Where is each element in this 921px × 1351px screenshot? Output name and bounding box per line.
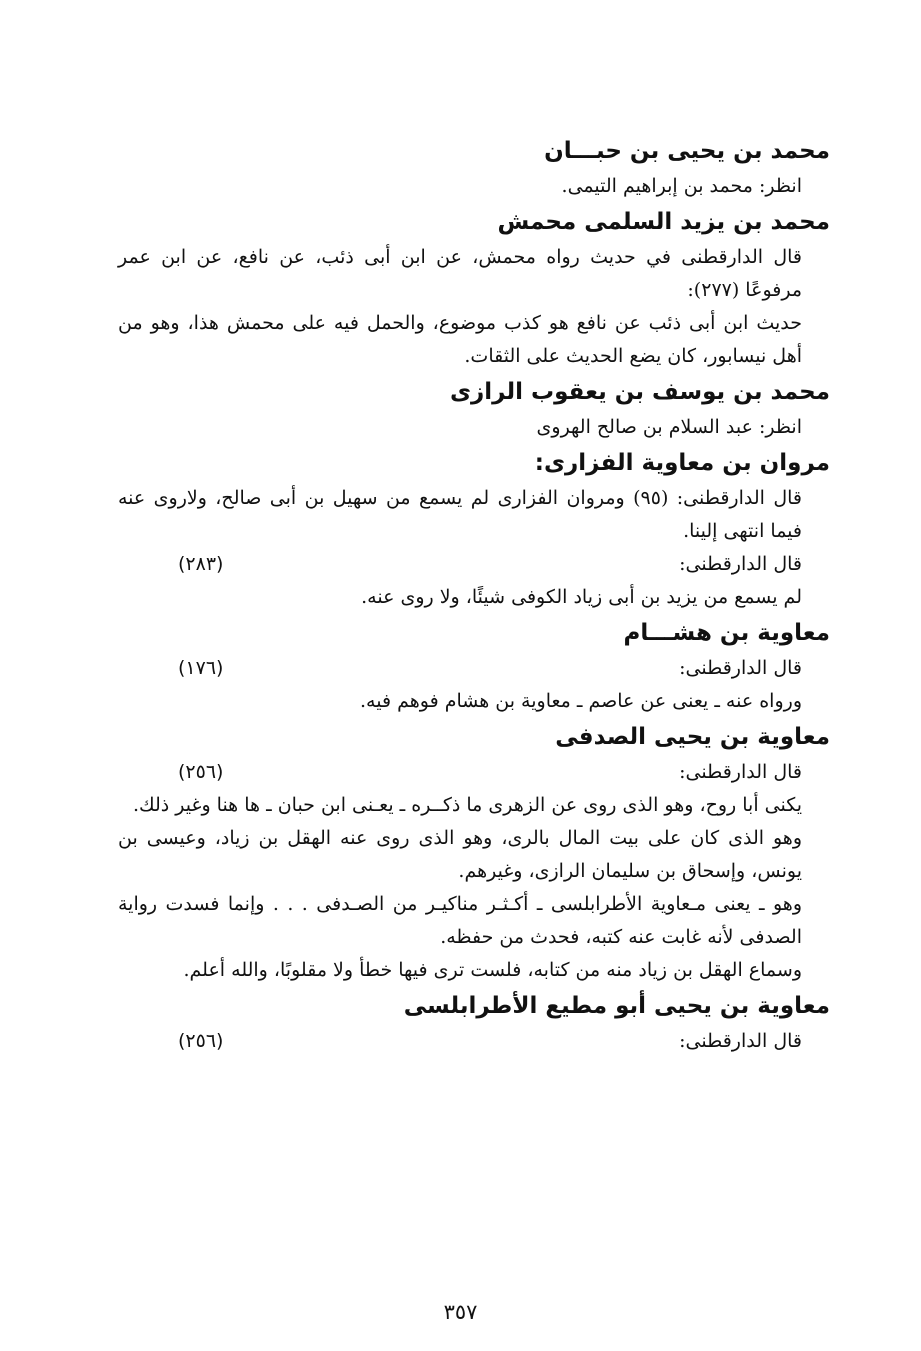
citation-row	[118, 756, 830, 789]
section-heading: معاوية بن يحيى أبو مطيع الأطرابلسى	[403, 993, 830, 1019]
section-heading: محمد بن يوسف بن يعقوب الرازى	[449, 379, 830, 405]
paragraph: قال الدارقطنى في حديث رواه محمش، عن ابن أبى ذئب، عن نافع، عن ابن عمر مرفوعًا (٢٧٧):	[118, 246, 802, 301]
citation-number: (١٧٦)	[178, 657, 224, 679]
citation-row	[118, 652, 830, 685]
paragraph: لم يسمع من يزيد بن أبى زياد الكوفى شيئًا، ولا روى عنه.	[361, 586, 802, 608]
paragraph: قال الدارقطنى: (٩٥) ومروان الفزارى لم يسمع من سهيل بن أبى صالح، ولاروى عنه فيما انتهى إلينا.	[118, 487, 802, 542]
citation-label: قال الدارقطنى:	[679, 553, 802, 575]
paragraph: انظر: محمد بن إبراهيم التيمى.	[561, 175, 802, 197]
paragraph: يكنى أبا روح، وهو الذى روى عن الزهرى ما ذكــره ـ يعـنى ابن حبان ـ ها هنا وغير ذلك.	[132, 794, 802, 816]
paragraph: وهو ـ يعنى مـعاوية الأطرابلسى ـ أكـثـر مناكيـر من الصـدفى . . . وإنما فسدت رواية الصدفى لأنه غابت عنه كتبه، فحدث من حفظه.	[118, 893, 802, 948]
citation-number: (٢٥٦)	[178, 1030, 224, 1052]
paragraph: وهو الذى كان على بيت المال بالرى، وهو الذى روى عنه الهقل بن زياد، وعيسى بن يونس، وإسحاق بن سليمان الرازى، وغيرهم.	[118, 827, 802, 882]
section-heading: محمد بن يحيى بن حبـــان	[544, 138, 830, 164]
citation-label: قال الدارقطنى:	[679, 657, 802, 679]
section-heading: محمد بن يزيد السلمى محمش	[497, 209, 830, 235]
paragraph: انظر: عبد السلام بن صالح الهروى	[536, 416, 802, 438]
section-heading: معاوية بن هشـــام	[623, 620, 830, 646]
section-heading: مروان بن معاوية الفزارى:	[534, 450, 830, 476]
page-number: ٣٥٧	[443, 1300, 478, 1324]
citation-label: قال الدارقطنى:	[679, 1030, 802, 1052]
citation-row	[118, 1025, 830, 1058]
section-heading: معاوية بن يحيى الصدفى	[555, 724, 830, 750]
citation-row	[118, 548, 830, 581]
citation-label: قال الدارقطنى:	[679, 761, 802, 783]
paragraph: ورواه عنه ـ يعنى عن عاصم ـ معاوية بن هشام فوهم فيه.	[360, 690, 802, 712]
citation-number: (٢٨٣)	[178, 553, 224, 575]
citation-number: (٢٥٦)	[178, 761, 224, 783]
paragraph: حديث ابن أبى ذئب عن نافع هو كذب موضوع، والحمل فيه على محمش هذا، وهو من أهل نيسابور، كان يضع الحديث على الثقات.	[118, 312, 802, 367]
page-content	[118, 132, 830, 1058]
paragraph: وسماع الهقل بن زياد منه من كتابه، فلست ترى فيها خطأ ولا مقلوبًا، والله أعلم.	[183, 959, 802, 981]
